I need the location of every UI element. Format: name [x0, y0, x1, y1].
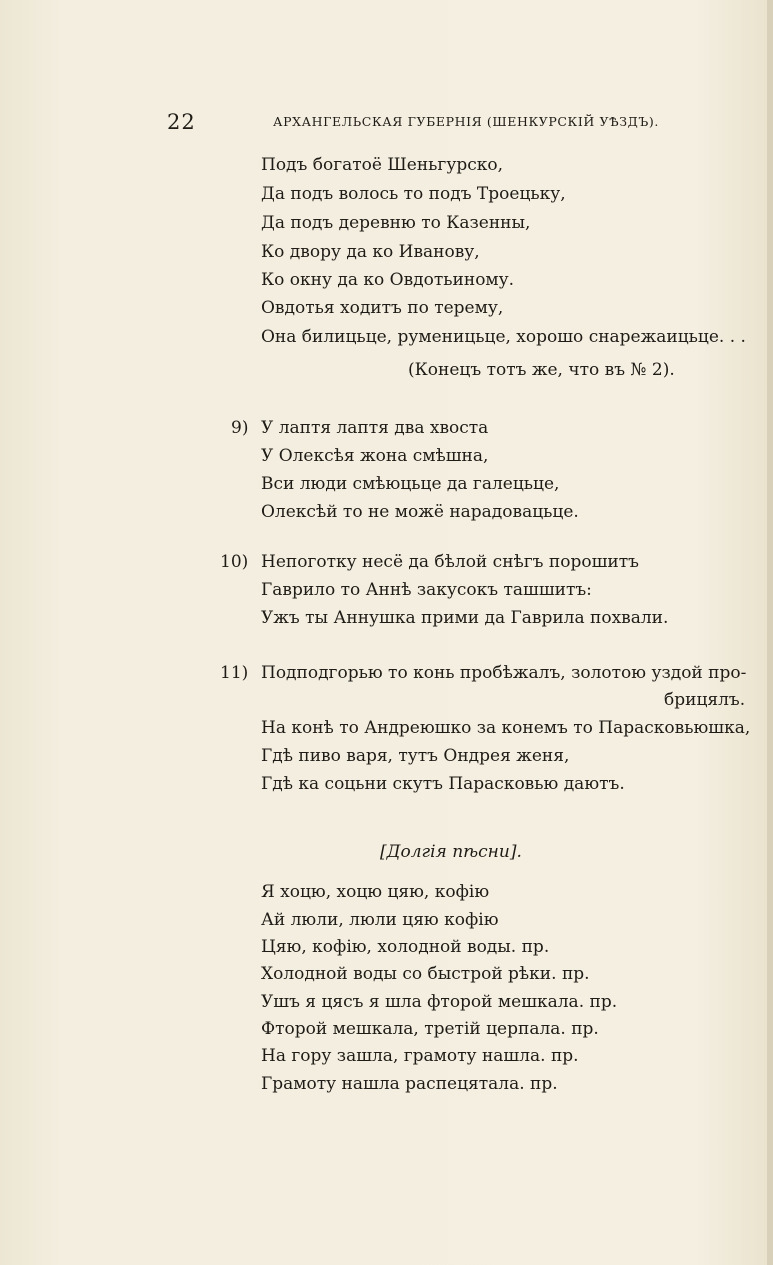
verse-line: На конѣ то Андреюшко за конемъ то Парасковьюшка,: [261, 718, 751, 738]
running-title: АРХАНГЕЛЬСКАЯ ГУБЕРНІЯ (ШЕНКУРСКІЙ УѢЗДЪ).: [273, 114, 659, 129]
verse-line: Грамоту нашла распецятала. пр.: [261, 1074, 558, 1094]
page-edge: [767, 0, 773, 1265]
verse-line: Да подъ волось то подъ Троецьку,: [261, 184, 566, 204]
song-number: 11): [220, 663, 249, 683]
verse-line: Овдотья ходитъ по терему,: [261, 298, 504, 318]
verse-line: Гдѣ ка соцьни скутъ Парасковью даютъ.: [261, 774, 625, 794]
verse-line: Цяю, кофію, холодной воды. пр.: [261, 937, 550, 957]
song-number: 9): [231, 418, 249, 438]
verse-line: Ушъ я цясъ я шла фторой мешкала. пр.: [261, 992, 618, 1012]
verse-line: Ко двору да ко Иванову,: [261, 242, 480, 262]
verse-line: Фторой мешкала, третій церпала. пр.: [261, 1019, 599, 1039]
verse-line: Гаврило то Аннѣ закусокъ ташшитъ:: [261, 580, 592, 600]
verse-line: Да подъ деревню то Казенны,: [261, 213, 531, 233]
verse-line: Вси люди смѣюцьце да галецьце,: [261, 474, 560, 494]
ending-note: (Конецъ тотъ же, что въ № 2).: [408, 360, 675, 380]
verse-line: Ко окну да ко Овдотьиному.: [261, 270, 515, 290]
verse-line: Я хоцю, хоцю цяю, кофію: [261, 882, 490, 902]
verse-line: Ужъ ты Аннушка прими да Гаврила похвали.: [261, 608, 669, 628]
page-number: 22: [167, 110, 196, 134]
verse-line: Ай люли, люли цяю кофію: [261, 910, 499, 930]
verse-line: Гдѣ пиво варя, тутъ Ондрея женя,: [261, 746, 570, 766]
verse-line: Она билицьце, руменицьце, хорошо снарежаицьце. . .: [261, 327, 746, 347]
verse-line: Подъ богатоё Шеньгурско,: [261, 155, 503, 175]
song-number: 10): [220, 552, 249, 572]
verse-line: На гору зашла, грамоту нашла. пр.: [261, 1046, 579, 1066]
verse-line: Олексѣй то не можё нарадовацьце.: [261, 502, 579, 522]
verse-line: У Олексѣя жона смѣшна,: [261, 446, 489, 466]
verse-line: Холодной воды со быстрой рѣки. пр.: [261, 964, 590, 984]
verse-line: Подподгорью то конь пробѣжалъ, золотою уздой про-: [261, 663, 747, 683]
section-title: [Долгія пѣсни].: [380, 842, 522, 862]
verse-line: Непоготку несё да бѣлой снѣгъ порошитъ: [261, 552, 639, 572]
verse-line: У лаптя лаптя два хвоста: [261, 418, 489, 438]
verse-continuation: брицялъ.: [664, 690, 746, 710]
